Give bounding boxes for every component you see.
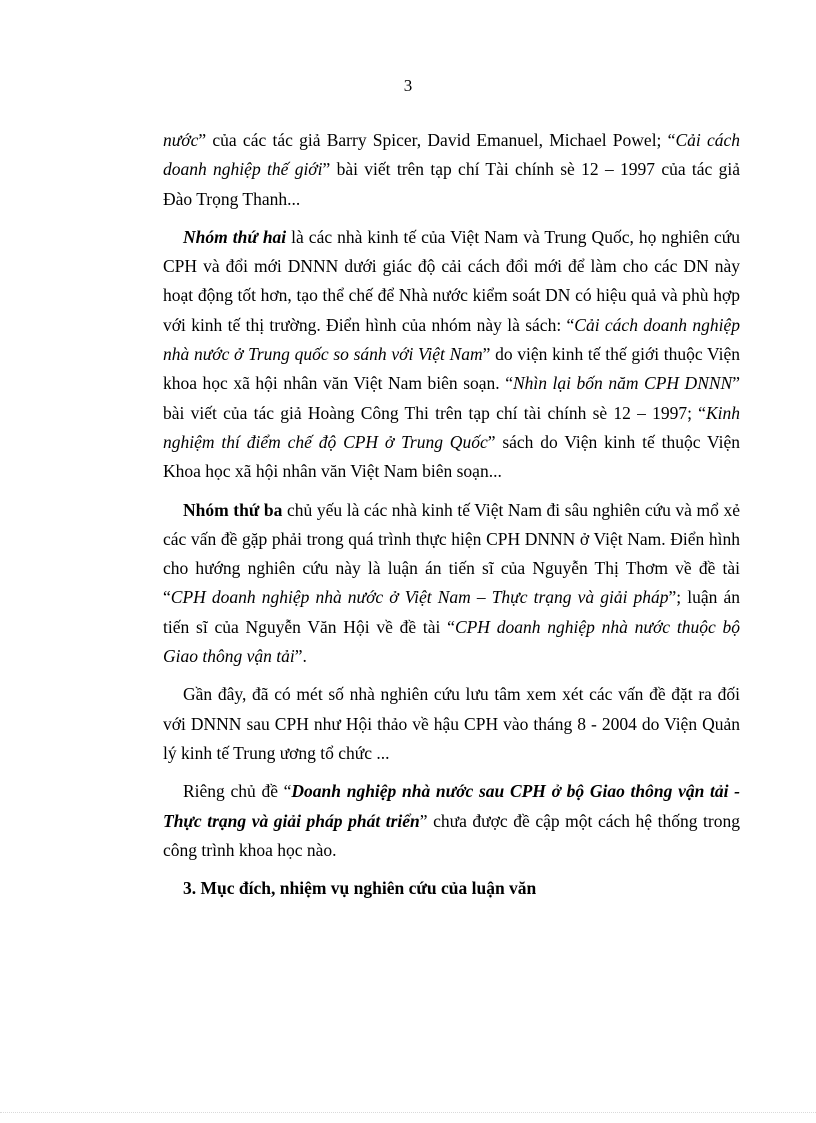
paragraph-3	[163, 496, 740, 672]
paragraph-4	[163, 680, 740, 768]
text-run: ”.	[294, 646, 307, 667]
paragraph-1	[163, 126, 740, 214]
document-body	[163, 126, 740, 912]
italic-title: Cải cách doanh nghiệp nhà nước ở Trung quốc so sánh với Việt Nam	[163, 314, 740, 365]
text-run: là các nhà kinh tế của Việt Nam và Trung Quốc, họ nghiên cứu CPH và đổi mới DNNN dưới giác độ cải cách đổi mới để làm cho các DN này hoạt động tốt hơn, tạo thể chế để Nhà nước kiểm soát DN có hiệu quả và phù hợp với kinh tế thị trường. Điển hình của nhóm này là sách: “	[163, 226, 740, 335]
paragraph-2	[163, 223, 740, 487]
text-run: ” bài viết của tác giả Hoàng Công Thi trên tạp chí tài chính sè 12 – 1997; “	[163, 373, 740, 423]
text-run: Riêng chủ đề “	[183, 781, 292, 802]
italic-text: nước	[163, 130, 199, 150]
group-label: Nhóm thứ hai	[183, 226, 287, 247]
topic-title: Doanh nghiệp nhà nước sau CPH ở bộ Giao thông vận tải - Thực trạng và giải pháp phát triển	[163, 781, 740, 831]
text-run: ” sách do Viện kinh tế thuộc Viện Khoa học xã hội nhân văn Việt Nam biên soạn...	[163, 431, 740, 482]
text-run: ” bài viết trên tạp chí Tài chính sè 12 – 1997 của tác giả Đào Trọng Thanh...	[163, 159, 741, 209]
italic-title: Nhìn lại bốn năm CPH DNNN	[512, 373, 733, 394]
text-run: ”; luận án tiến sĩ của Nguyễn Văn Hội về đề tài “	[163, 587, 740, 637]
text-run: ” chưa được đề cập một cách hệ thống trong công trình khoa học nào.	[163, 810, 740, 860]
section-heading: 3. Mục đích, nhiệm vụ nghiên cứu của luận văn	[183, 878, 537, 899]
group-label: Nhóm thứ ba	[183, 499, 283, 520]
italic-title: CPH doanh nghiệp nhà nước thuộc bộ Giao thông vận tải	[163, 616, 740, 667]
text-run: ” của các tác giả Barry Spicer, David Emanuel, Michael Powel; “	[198, 130, 676, 150]
page-bottom-rule	[0, 1112, 816, 1113]
italic-title: CPH doanh nghiệp nhà nước ở Việt Nam – Thực trạng và giải pháp	[170, 587, 669, 608]
text-run: Gần đây, đã có mét số nhà nghiên cứu lưu tâm xem xét các vấn đề đặt ra đối với DNNN sau CPH như Hội thảo về hậu CPH vào tháng 8 - 2004 do Viện Quản lý kinh tế Trung ương tổ chức ...	[163, 684, 740, 763]
italic-title: Kinh nghiệm thí điểm chế độ CPH ở Trung Quốc	[163, 402, 740, 452]
text-run: chủ yếu là các nhà kinh tế Việt Nam đi sâu nghiên cứu và mổ xẻ các vấn đề gặp phải trong quá trình thực hiện CPH DNNN ở Việt Nam. Điển hình cho hướng nghiên cứu này là luận án tiến sĩ của Nguyễn Thị Thơm về đề tài “	[163, 499, 740, 608]
page-number: 3	[403, 76, 413, 95]
text-run: ” do viện kinh tế thế giới thuộc Viện khoa học xã hội nhân văn Việt Nam biên soạn. “	[163, 344, 740, 394]
italic-title: Cải cách doanh nghiệp thế giới	[163, 130, 740, 180]
paragraph-5	[163, 777, 740, 865]
